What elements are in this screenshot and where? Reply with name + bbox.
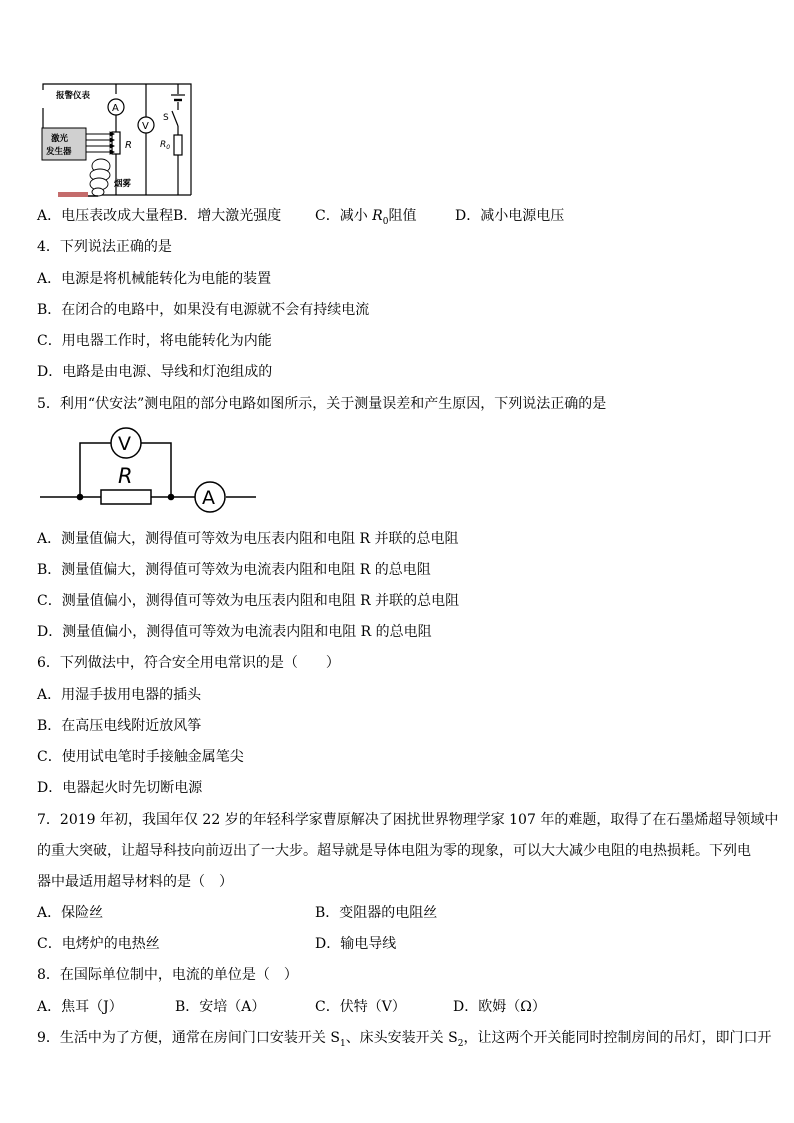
svg-text:发生器: 发生器 [46,147,72,157]
q8-option-a[interactable]: A．焦耳（J） [37,999,123,1015]
q8-option-d[interactable]: D．欧姆（Ω） [453,999,546,1015]
smoke-illustration [90,159,110,196]
svg-text:A: A [202,487,215,509]
q8-option-b[interactable]: B．安培（A） [175,999,266,1015]
q4-option-a[interactable]: A．电源是将机械能转化为电能的装置 [37,271,272,287]
q5-option-b[interactable]: B．测量值偏大，测得值可等效为电流表内阻和电阻 R 的总电阻 [37,562,431,578]
q5-stem: 5．利用“伏安法”测电阻的部分电路如图所示，关于测量误差和产生原因，下列说法正确的是 [37,396,607,412]
q4-option-d[interactable]: D．电路是由电源、导线和灯泡组成的 [37,364,273,380]
smoke-alarm-circuit-figure [38,80,198,198]
q7-option-b[interactable]: B．变阻器的电阻丝 [315,905,438,921]
q6-option-c[interactable]: C．使用试电笔时手接触金属笔尖 [37,749,244,765]
svg-text:烟雾: 烟雾 [114,179,132,189]
q7-option-d[interactable]: D．输电导线 [315,936,397,952]
svg-text:A: A [112,103,119,114]
voltammetry-circuit-figure [38,426,260,522]
q3-option-b[interactable]: B．增大激光强度 [173,208,282,224]
q4-option-c[interactable]: C．用电器工作时，将电能转化为内能 [37,333,272,349]
q3-option-a[interactable]: A．电压表改成大量程 [37,208,174,224]
q4-option-b[interactable]: B．在闭合的电路中，如果没有电源就不会有持续电流 [37,302,370,318]
q6-option-d[interactable]: D．电器起火时先切断电源 [37,780,203,796]
q9-stem: 9．生活中为了方便，通常在房间门口安装开关 $S_1$、床头安装开关 $S_2$，让这两个开关能同时控制房间的吊灯，即门口开 [37,1030,772,1049]
q6-option-b[interactable]: B．在高压电线附近放风筝 [37,718,202,734]
resistor-r-symbol [101,490,151,504]
q7-stem-line-1: 7．2019 年初，我国年仅 22 岁的年轻科学家曹原解决了困扰世界物理学家 107 年的难题，取得了在石墨烯超导领域中 [37,812,779,828]
q5-option-d[interactable]: D．测量值偏小，测得值可等效为电流表内阻和电阻 R 的总电阻 [37,624,432,640]
svg-text:激光: 激光 [51,134,69,144]
svg-text:R: R [125,140,132,151]
svg-text:V: V [118,433,131,455]
q6-option-a[interactable]: A．用湿手拔用电器的插头 [37,687,202,703]
q5-option-c[interactable]: C．测量值偏小，测得值可等效为电压表内阻和电阻 R 并联的总电阻 [37,593,460,609]
resistor-r0-symbol [174,135,182,155]
svg-text:R: R [118,464,133,488]
q8-option-c[interactable]: C．伏特（V） [315,999,406,1015]
q3-option-c[interactable]: C．减小 $R_0$阻值 [315,208,417,227]
svg-text:R0: $R_0$ [160,140,171,151]
q7-option-a[interactable]: A．保险丝 [37,905,104,921]
q3-option-d[interactable]: D．减小电源电压 [455,208,565,224]
q4-stem: 4．下列说法正确的是 [37,239,172,255]
q6-stem: 6．下列做法中，符合安全用电常识的是（ ） [37,655,340,671]
q5-option-a[interactable]: A．测量值偏大，测得值可等效为电压表内阻和电阻 R 并联的总电阻 [37,531,459,547]
resistor-r-symbol [112,132,120,154]
q7-option-c[interactable]: C．电烤炉的电热丝 [37,936,160,952]
q7-stem-line-2: 的重大突破，让超导科技向前迈出了一大步。超导就是导体电阻为零的现象，可以大大减少电阻的电热损耗。下列电 [37,843,751,859]
q7-stem-line-3: 器中最适用超导材料的是（ ） [37,874,233,890]
svg-text:S: S [163,113,169,123]
svg-text:V: V [142,121,149,132]
alarm-label: 报警仪表 [56,91,91,101]
q8-stem: 8．在国际单位制中，电流的单位是（ ） [37,967,298,983]
